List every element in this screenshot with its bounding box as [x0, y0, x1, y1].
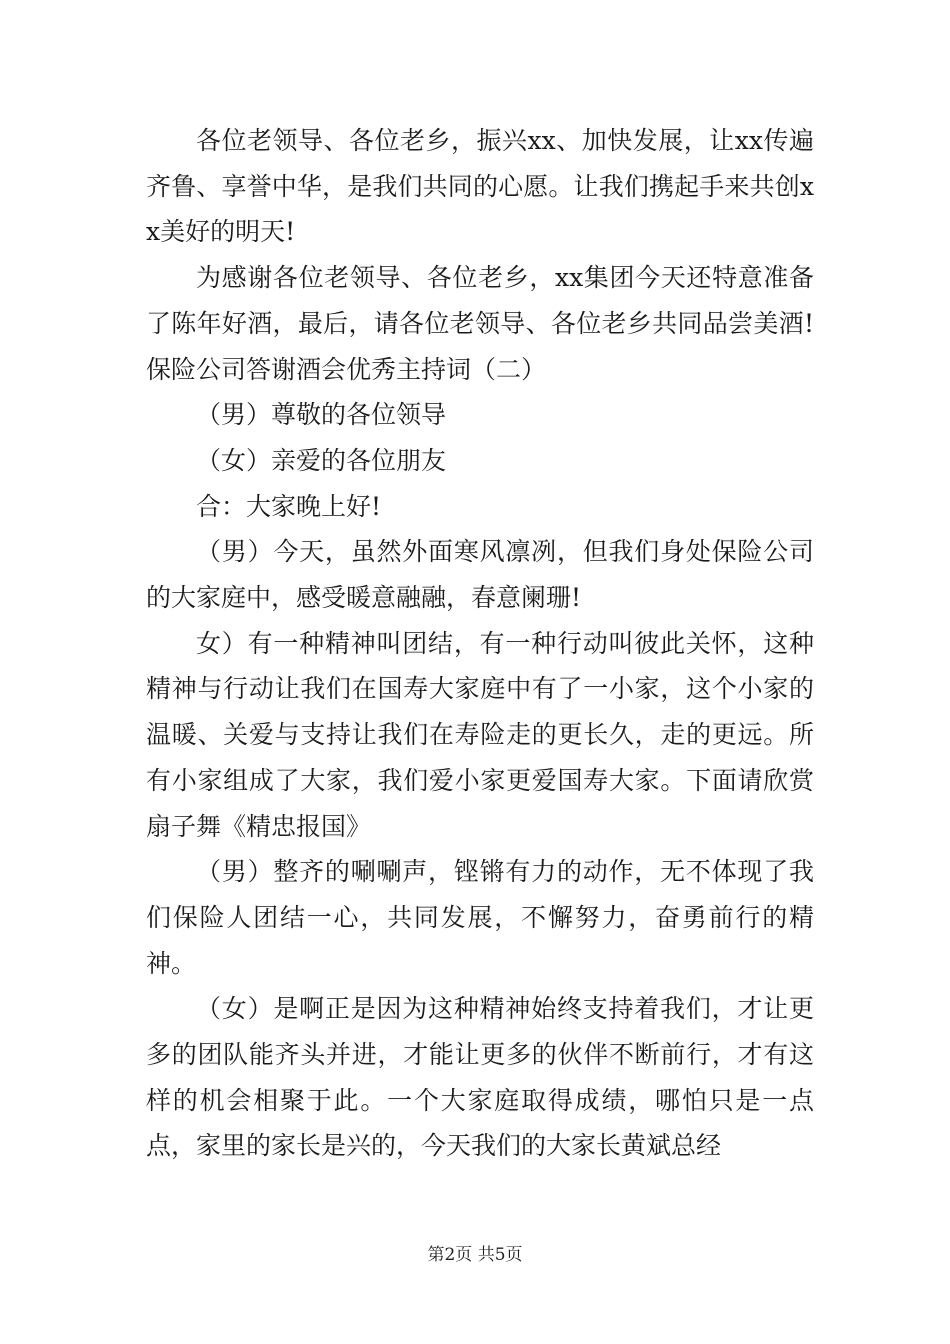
- paragraph-male-today: （男）今天，虽然外面寒风凛冽，但我们身处保险公司的大家庭中，感受暖意融融，春意阑珊!: [146, 537, 814, 613]
- paragraph-joint-greeting: 合：大家晚上好!: [196, 491, 382, 521]
- page-number: 第2页 共5页: [427, 1245, 523, 1265]
- paragraph-male-greeting: （男）尊敬的各位领导: [196, 400, 447, 430]
- paragraph-female-unity: 女）有一种精神叫团结，有一种行动叫彼此关怀，这种精神与行动让我们在国寿大家庭中有了一小家，这个小家的温暖、关爱与支持让我们在寿险走的更长久，走的更远。所有小家组成了大家，我们爱小家更爱国寿大家。下面请欣赏扇子舞《精忠报国》: [146, 628, 814, 841]
- document-body: [146, 118, 814, 1169]
- paragraph-female-family: （女）是啊正是因为这种精神始终支持着我们，才让更多的团队能齐头并进，才能让更多的伙伴不断前行，才有这样的机会相聚于此。一个大家庭取得成绩，哪怕只是一点点，家里的家长是兴的，今天我们的大家长黄斌总经: [146, 994, 814, 1161]
- paragraph-closing-wish: 各位老领导、各位老乡，振兴xx、加快发展，让xx传遍齐鲁、享誉中华，是我们共同的心愿。让我们携起手来共创xx美好的明天!: [146, 126, 814, 247]
- paragraph-thanks-wine: 为感谢各位老领导、各位老乡，xx集团今天还特意准备了陈年好酒，最后，请各位老领导、各位老乡共同品尝美酒!保险公司答谢酒会优秀主持词（二）: [146, 263, 814, 384]
- paragraph-female-greeting: （女）亲爱的各位朋友: [196, 445, 447, 475]
- paragraph-male-spirit: （男）整齐的唰唰声，铿锵有力的动作，无不体现了我们保险人团结一心，共同发展，不懈努力，奋勇前行的精神。: [146, 857, 814, 978]
